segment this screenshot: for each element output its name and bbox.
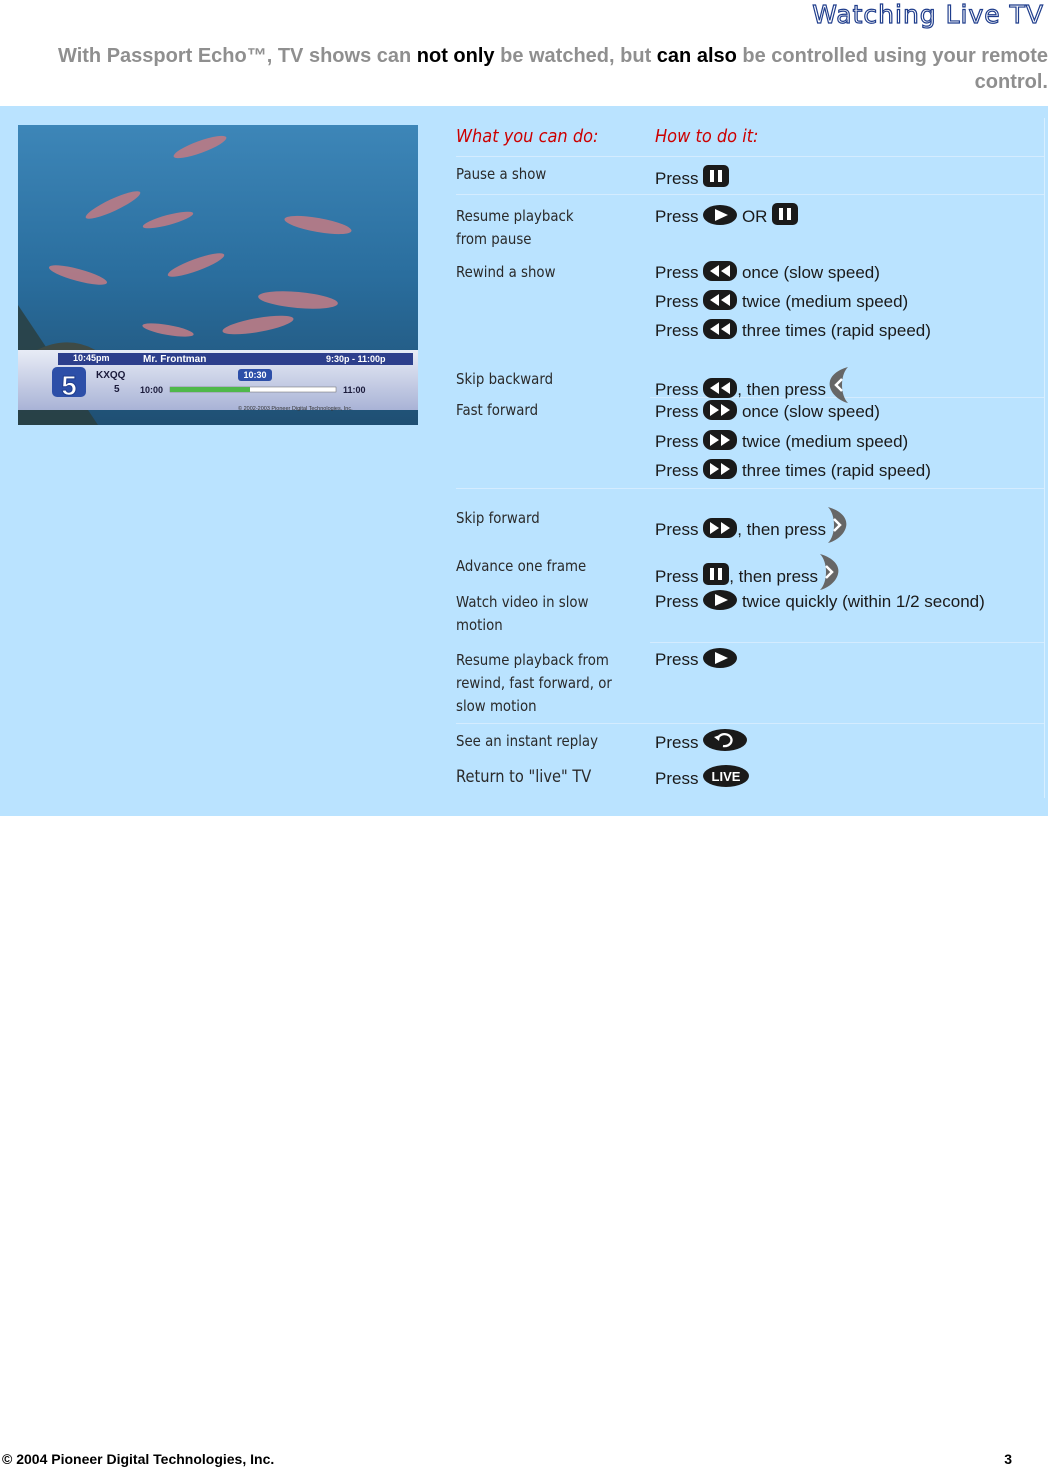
fast-forward-icon (703, 459, 737, 479)
rewind-icon (703, 378, 737, 398)
fast-forward-icon (703, 400, 737, 420)
replay-icon (703, 729, 747, 751)
how-skip-forward: Press , then press (655, 507, 850, 543)
action-resume-from: Resume playback from rewind, fast forward, or slow motion (456, 651, 612, 715)
how-instant-replay: Press (655, 729, 747, 754)
tv-copyright: © 2002-2003 Pioneer Digital Technologies, Inc. (238, 406, 353, 412)
rewind-icon (703, 290, 737, 310)
action-skip-backward: Skip backward (456, 370, 554, 388)
tv-channel-num: 5 (61, 370, 77, 401)
tv-channel-sub: 5 (114, 384, 120, 395)
skip-back-icon (826, 367, 850, 403)
pause-icon (703, 165, 729, 187)
page-subtitle: With Passport Echo™, TV shows can not only be watched, but can also be controlled using your remote control. (58, 45, 1048, 93)
how-rewind-1: Press once (slow speed) (655, 263, 880, 282)
pause-icon (703, 563, 729, 585)
how-live-tv: Press (655, 765, 749, 790)
action-skip-forward: Skip forward (456, 509, 540, 527)
how-ff-3: Press three times (rapid speed) (655, 461, 931, 480)
action-pause: Pause a show (456, 165, 547, 183)
tv-screenshot (18, 125, 418, 425)
how-resume-from: Press (655, 648, 737, 671)
how-pause: Press (655, 165, 729, 190)
tv-marker: 10:30 (243, 370, 267, 380)
how-ff-1: Press once (slow speed) (655, 402, 880, 421)
action-fast-forward: Fast forward (456, 401, 539, 419)
how-skip-backward: Press , then press (655, 367, 850, 403)
play-icon (703, 205, 737, 225)
skip-forward-icon (818, 554, 842, 590)
col-header-what: What you can do: (456, 126, 599, 147)
tv-call-sign: KXQQ (96, 370, 126, 381)
action-instant-replay: See an instant replay (456, 732, 598, 750)
skip-forward-icon (826, 507, 850, 543)
how-resume: Press OR (655, 203, 798, 228)
tv-time: 10:45pm (73, 353, 110, 363)
action-advance-frame: Advance one frame (456, 557, 587, 575)
tv-show: Mr. Frontman (143, 354, 207, 365)
action-live-tv: Return to "live" TV (456, 767, 592, 787)
how-rewind-3: Press three times (rapid speed) (655, 321, 931, 340)
page-title: Watching Live TV (812, 0, 1044, 29)
action-resume: Resume playback from pause (456, 207, 574, 248)
footer-copyright: © 2004 Pioneer Digital Technologies, Inc. (2, 1451, 275, 1467)
how-ff-2: Press twice (medium speed) (655, 432, 909, 451)
tv-end: 11:00 (343, 385, 366, 395)
how-slow-motion: Press twice quickly (within 1/2 second) (655, 592, 985, 611)
page-number: 3 (1004, 1451, 1012, 1467)
rewind-icon (703, 261, 737, 281)
tv-start: 10:00 (140, 385, 164, 395)
play-icon (703, 590, 737, 610)
tv-slot: 9:30p - 11:00p (326, 354, 386, 364)
fast-forward-icon (703, 430, 737, 450)
rewind-icon (703, 319, 737, 339)
col-header-how: How to do it: (655, 126, 759, 147)
live-icon (703, 765, 749, 787)
action-slow-motion: Watch video in slow motion (456, 593, 589, 634)
play-icon (703, 648, 737, 668)
pause-icon (772, 203, 798, 225)
how-advance-frame: Press , then press (655, 554, 842, 590)
how-rewind-2: Press twice (medium speed) (655, 292, 909, 311)
fast-forward-icon (703, 518, 737, 538)
action-rewind: Rewind a show (456, 263, 556, 281)
